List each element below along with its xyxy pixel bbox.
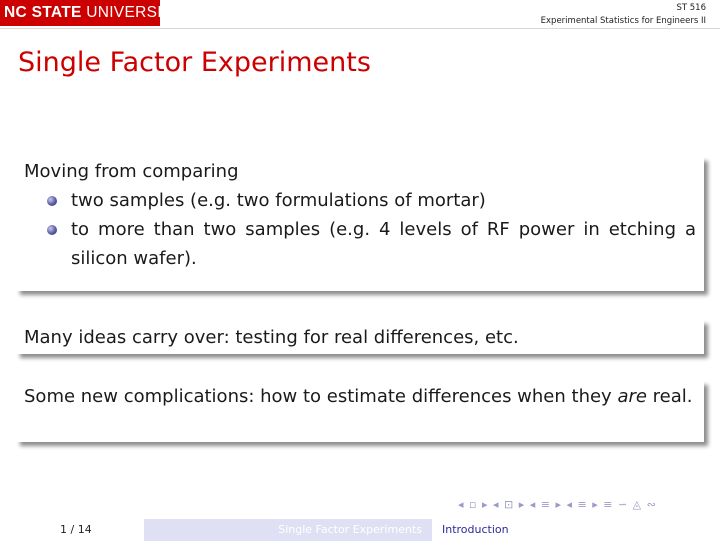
footer-section-title[interactable]: Single Factor Experiments [144, 519, 432, 541]
content-block-ideas [16, 320, 704, 354]
block-text-before: Some new complications: how to estimate differences when they [24, 386, 618, 407]
content-block-complications [16, 381, 704, 442]
logo-bold-text: NC STATE [4, 4, 82, 21]
block-intro-text: Moving from comparing [24, 161, 239, 182]
course-code: ST 516 [676, 3, 706, 13]
logo-light-text: UNIVERSITY [81, 4, 183, 21]
bullet-icon [47, 225, 57, 235]
footer-page-section [0, 519, 144, 541]
block-text-after: real. [646, 386, 693, 407]
header-bar [0, 0, 720, 29]
beamer-navigation-icons[interactable]: ◂ ▫ ▸ ◂ ⊡ ▸ ◂ ≡ ▸ ◂ ≡ ▸ ≡ ∽ ◬ ∾ [458, 498, 657, 511]
bullet-icon [47, 196, 57, 206]
list-item-text: two samples (e.g. two formulations of mortar) [71, 190, 486, 211]
list-item [71, 215, 696, 273]
page-number: 1 / 14 [60, 523, 92, 536]
block-text: Many ideas carry over: testing for real differences, etc. [24, 327, 519, 348]
footer-bar [0, 519, 720, 541]
ncsu-logo [0, 0, 183, 26]
bullet-list [24, 186, 696, 273]
footer-subsection-link[interactable]: Introduction [432, 519, 720, 541]
list-item [71, 186, 696, 215]
emphasis-text: are [617, 386, 647, 407]
list-item-text: to more than two samples (e.g. 4 levels of RF power in etching a silicon wafer). [71, 219, 696, 269]
slide-title: Single Factor Experiments [18, 47, 371, 78]
content-block-comparing [16, 157, 704, 291]
course-name: Experimental Statistics for Engineers II [540, 16, 706, 26]
